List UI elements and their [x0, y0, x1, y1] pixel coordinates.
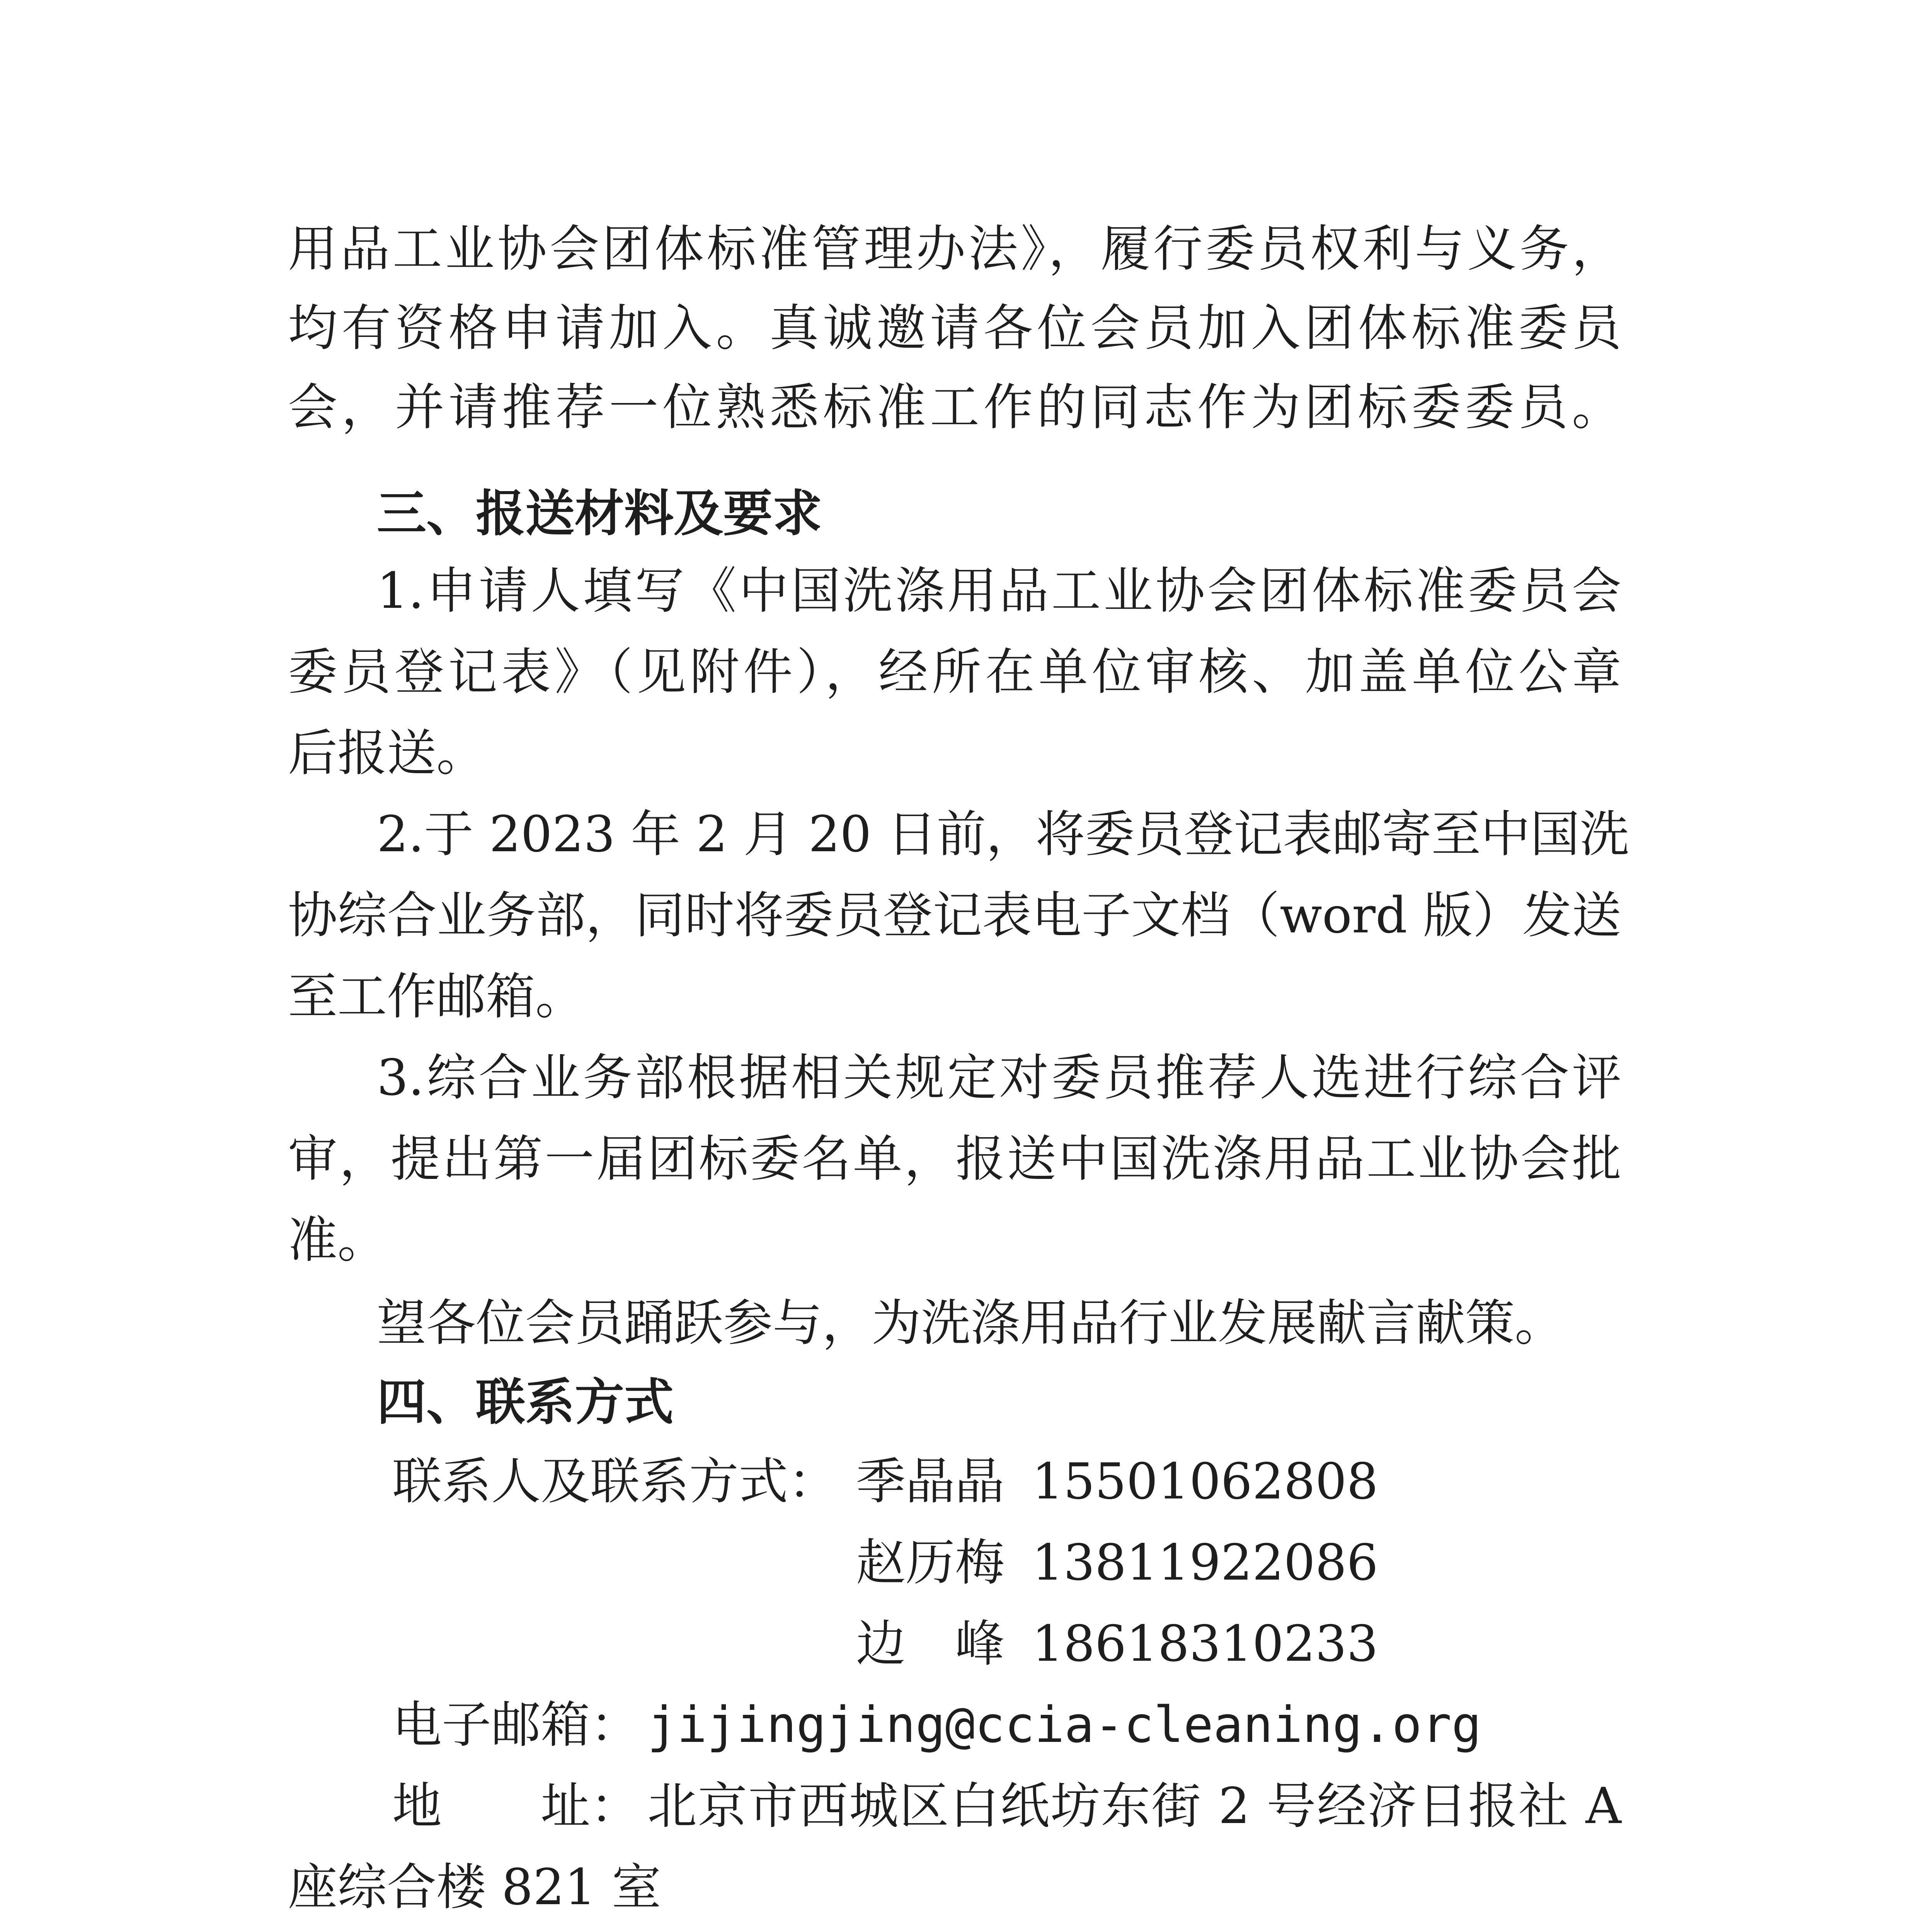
body-line-2: 均有资格申请加入。真诚邀请各位会员加入团体标准委员: [288, 299, 1621, 357]
email-value: jijingjing@ccia-cleaning.org: [647, 1696, 1481, 1754]
item-3-line-3: 准。: [288, 1211, 387, 1269]
contact-1-name: 季晶晶: [856, 1453, 1005, 1510]
address-line-1: 北京市西城区白纸坊东街 2 号经济日报社 A: [647, 1777, 1621, 1835]
item-1-line-1: 1.申请人填写《中国洗涤用品工业协会团体标准委员会: [377, 562, 1621, 620]
contact-3-phone: 18618310233: [1032, 1615, 1378, 1673]
email-label: 电子邮箱：: [392, 1696, 640, 1754]
item-1-line-3: 后报送。: [288, 724, 486, 782]
item-1-line-2: 委员登记表》（见附件），经所在单位审核、加盖单位公章: [288, 643, 1621, 701]
contact-label: 联系人及联系方式：: [392, 1453, 838, 1510]
body-line-3: 会，并请推荐一位熟悉标准工作的同志作为团标委委员。: [288, 379, 1621, 436]
contact-2-name: 赵历梅: [856, 1534, 1005, 1592]
item-2-line-2: 协综合业务部，同时将委员登记表电子文档（word 版）发送: [288, 887, 1621, 944]
address-line-2: 座综合楼 821 室: [288, 1859, 661, 1916]
address-label: 地 址：: [392, 1777, 640, 1835]
item-2-line-3: 至工作邮箱。: [288, 968, 585, 1026]
contact-3-name: 边 峰: [856, 1615, 1005, 1673]
section-4-heading: 四、联系方式: [377, 1374, 674, 1431]
closing-line: 望各位会员踊跃参与，为洗涤用品行业发展献言献策。: [377, 1294, 1565, 1352]
section-3-heading: 三、报送材料及要求: [377, 485, 822, 543]
body-line-1: 用品工业协会团体标准管理办法》，履行委员权利与义务，: [288, 220, 1621, 278]
item-2-line-1: 2.于 2023 年 2 月 20 日前，将委员登记表邮寄至中国洗: [377, 806, 1629, 863]
item-3-line-2: 审，提出第一届团标委名单，报送中国洗涤用品工业协会批: [288, 1130, 1621, 1188]
contact-2-phone: 13811922086: [1032, 1534, 1378, 1592]
item-3-line-1: 3.综合业务部根据相关规定对委员推荐人选进行综合评: [377, 1049, 1621, 1107]
contact-1-phone: 15501062808: [1032, 1453, 1378, 1510]
